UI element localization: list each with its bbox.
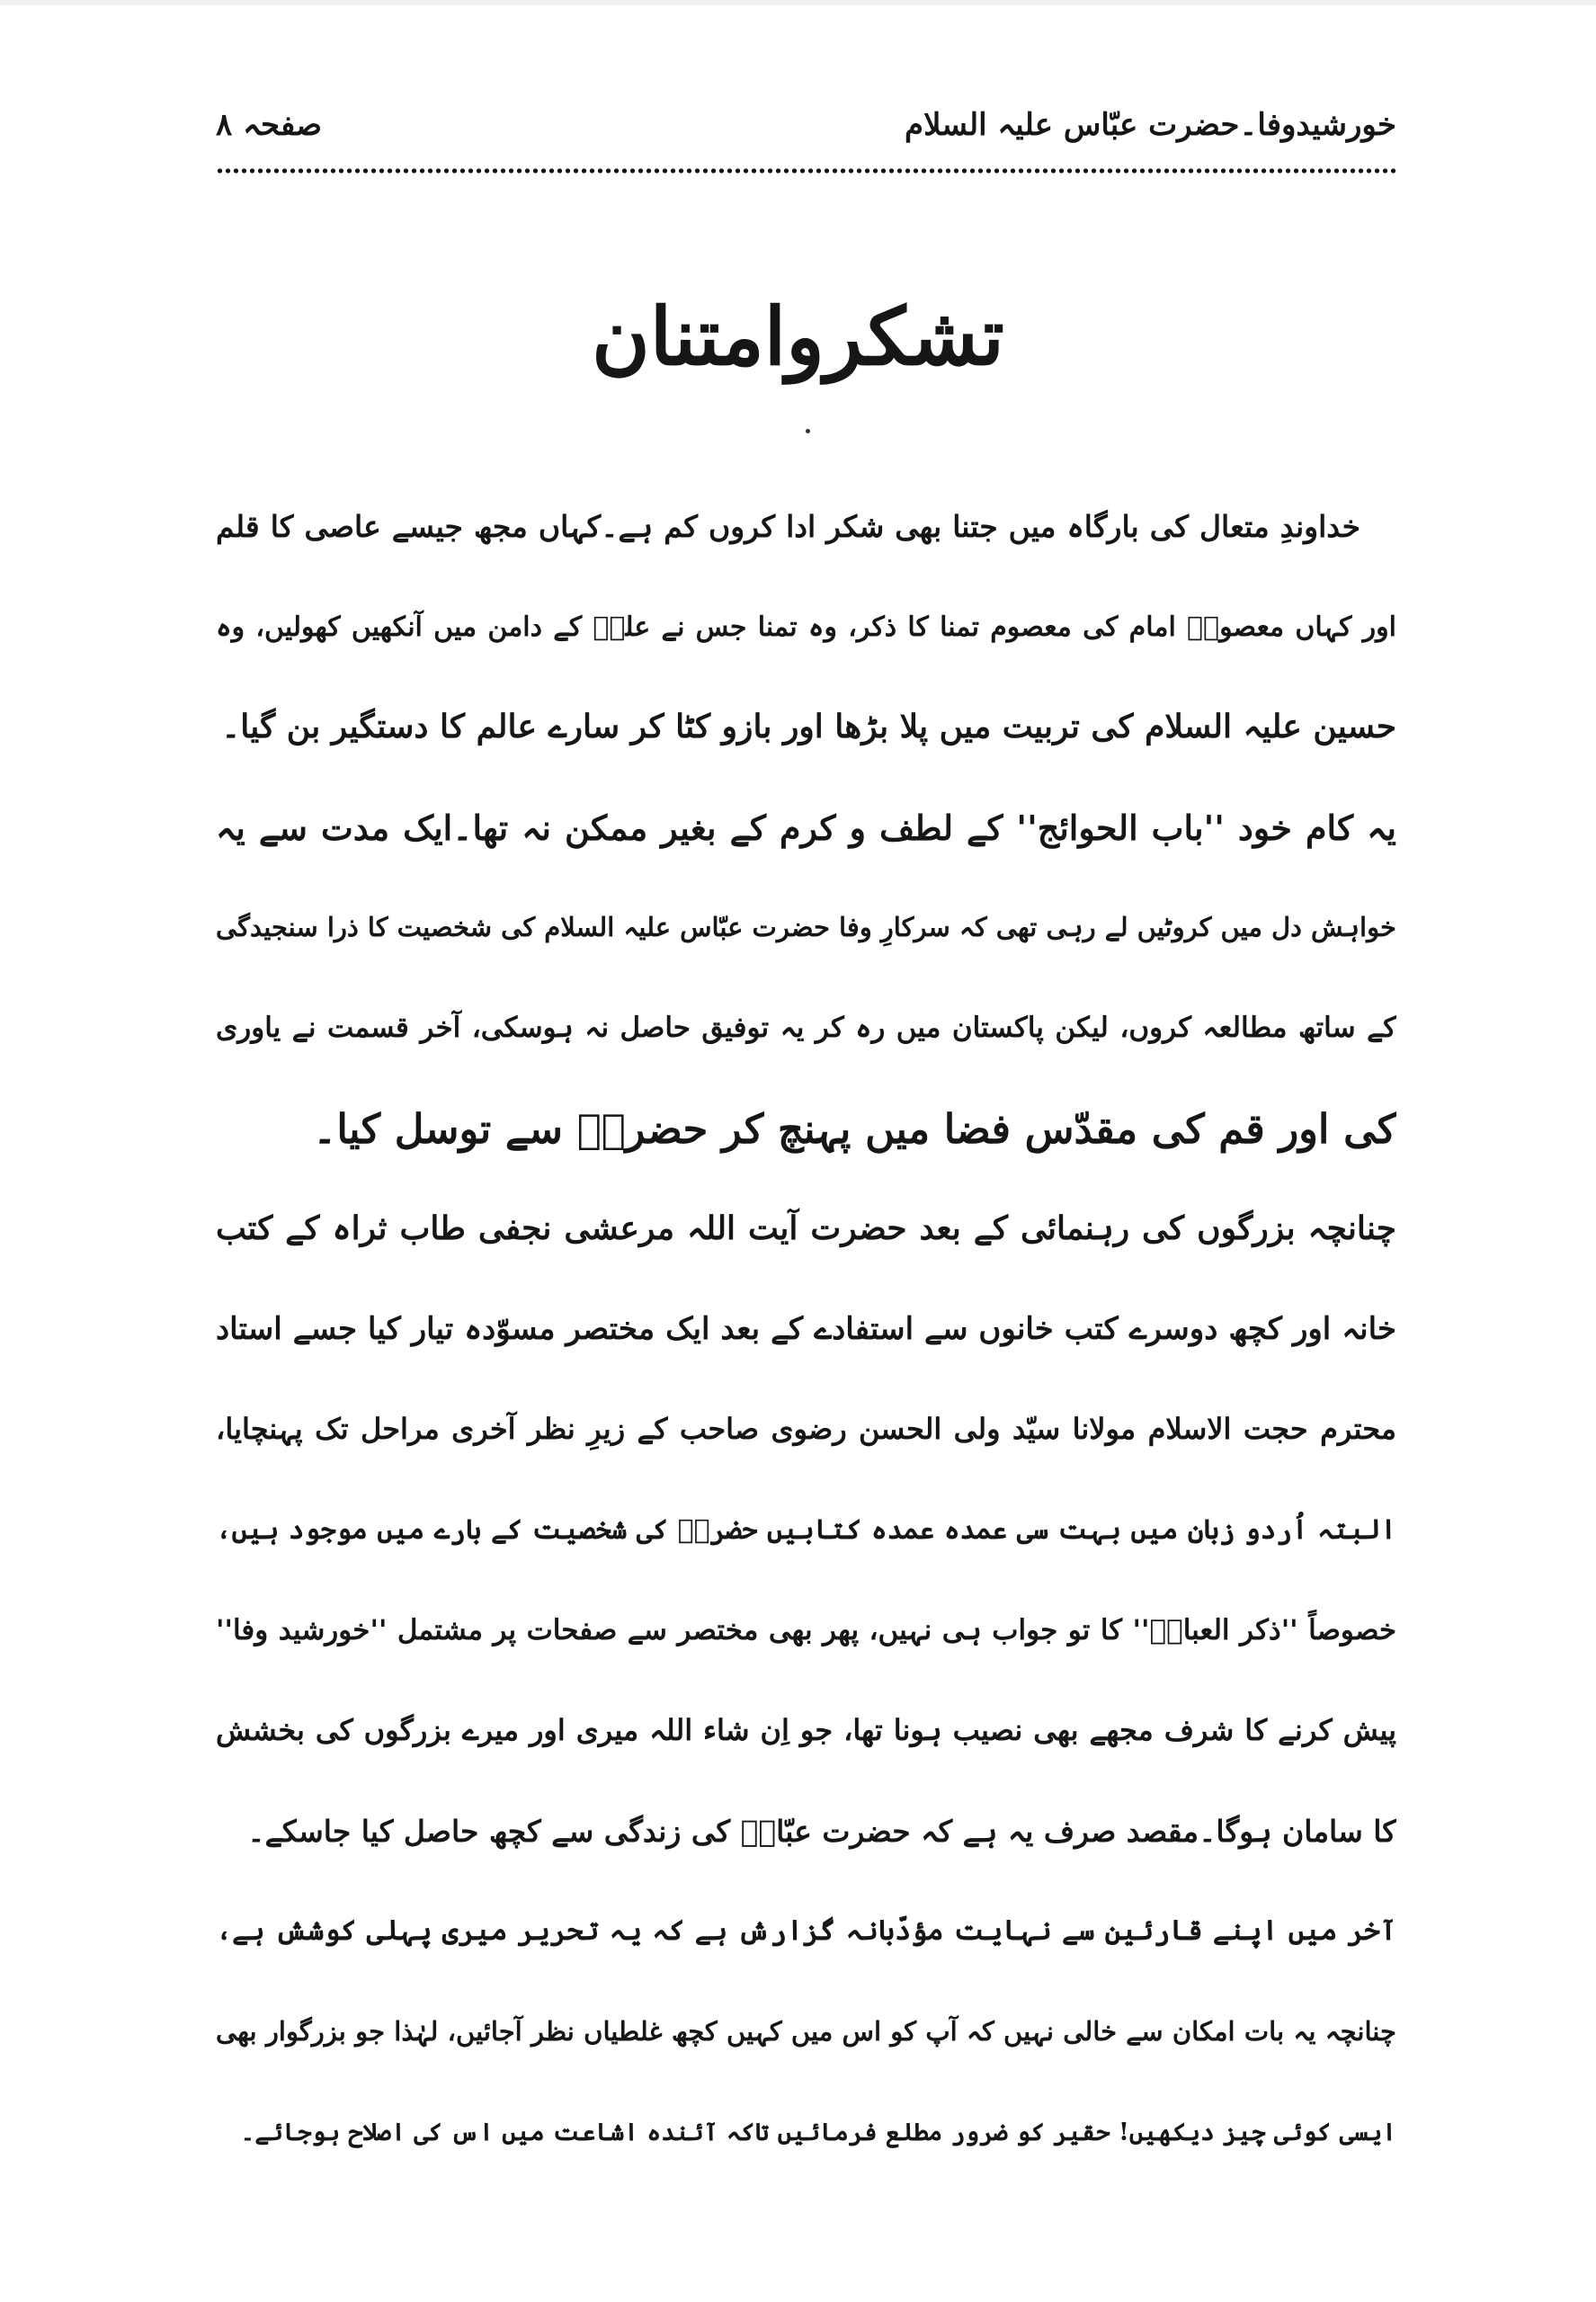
text-line: کا سامان ہوگا۔مقصد صرف یہ ہے کہ حضرت عبّاسؑ کی زندگی سے کچھ حاصل کیا جاسکے۔ [247,1813,1396,1849]
text-line: خواہش دل میں کروٹیں لے رہی تھی کہ سرکارِ وفا حضرت عبّاس علیہ السلام کی شخصیت کا ذرا سنجیدگی [216,912,1396,943]
ink-dot [806,429,810,433]
text-line: البتہ اُردو زبان میں بہت سی عمدہ عمدہ کتابیں حضرتؑ کی شخصیت کے بارے میں موجود ہیں، [216,1513,1396,1546]
text-line: خصوصاً ''ذکر العباسؑ'' کا تو جواب ہی نہیں، پھر بھی مختصر سے صفحات پر مشتمل ''خورشید وفا'' [216,1613,1396,1646]
text-line: یہ کام خود ''باب الحوائج'' کے لطف و کرم کے بغیر ممکن نہ تھا۔ایک مدت سے یہ [216,807,1396,848]
text-line: پیش کرنے کا شرف مجھے بھی نصیب ہونا تھا، جو اِن شاء اللہ میری اور میرے بزرگوں کی بخشش [216,1713,1396,1748]
text-line: ایسی کوئی چیز دیکھیں! حقیر کو ضرور مطلع فرمائیں تاکہ آئندہ اشاعت میں اس کی اصلاح ہوجائے۔ [240,2118,1396,2146]
text-line: خانہ اور کچھ دوسرے کتب خانوں سے استفادے کے بعد ایک مختصر مسوّدہ تیار کیا جسے استاد [216,1310,1396,1347]
text-line: کی اور قم کی مقدّس فضا میں پہنچ کر حضرتؑ سے توسل کیا۔ [312,1104,1396,1153]
text-line: چنانچہ یہ بات امکان سے خالی نہیں کہ آپ کو اس میں کہیں کچھ غلطیاں نظر آجائیں، لہٰذا جو بزرگوار بھی [216,2015,1396,2047]
text-line: آخر میں اپنے قارئین سے نہایت مؤدّبانہ گزارش ہے کہ یہ تحریر میری پہلی کوشش ہے، [216,1914,1396,1948]
body-text [216,477,1396,2182]
text-line: خداوندِ متعال کی بارگاہ میں جتنا بھی شکر ادا کروں کم ہے۔کہاں مجھ جیسے عاصی کا قلم [216,509,1360,544]
text-line: اور کہاں معصومؑ امام کی معصوم تمنا کا ذکر، وہ تمنا جس نے علیؑ کے دامن میں آنکھیں کھولیں، وہ [216,611,1396,643]
chapter-title: تشکروامتنان [592,290,1004,383]
text-line: چنانچہ بزرگوں کی رہنمائی کے بعد حضرت آیت اللہ مرعشی نجفی طاب ثراہ کے کتب [216,1209,1396,1248]
text-line: حسین علیہ السلام کی تربیت میں پلا بڑھا اور بازو کٹا کر سارے عالم کا دستگیر بن گیا۔ [221,708,1396,746]
text-line: محترم حجت الاسلام مولانا سیّد ولی الحسن رضوی صاحب کے زیرِ نظر آخری مراحل تک پہنچایا، [216,1412,1396,1447]
running-title: خورشیدوفا۔حضرت عبّاس علیہ السلام [905,107,1396,143]
page-header [216,106,1396,160]
scan-top-edge [0,0,1596,5]
header-dotted-rule [216,167,1396,174]
page-number: صفحہ ۸ [216,107,323,143]
text-line: کے ساتھ مطالعہ کروں، لیکن پاکستان میں رہ کر یہ توفیق حاصل نہ ہوسکی، آخر قسمت نے یاوری [216,1011,1396,1044]
